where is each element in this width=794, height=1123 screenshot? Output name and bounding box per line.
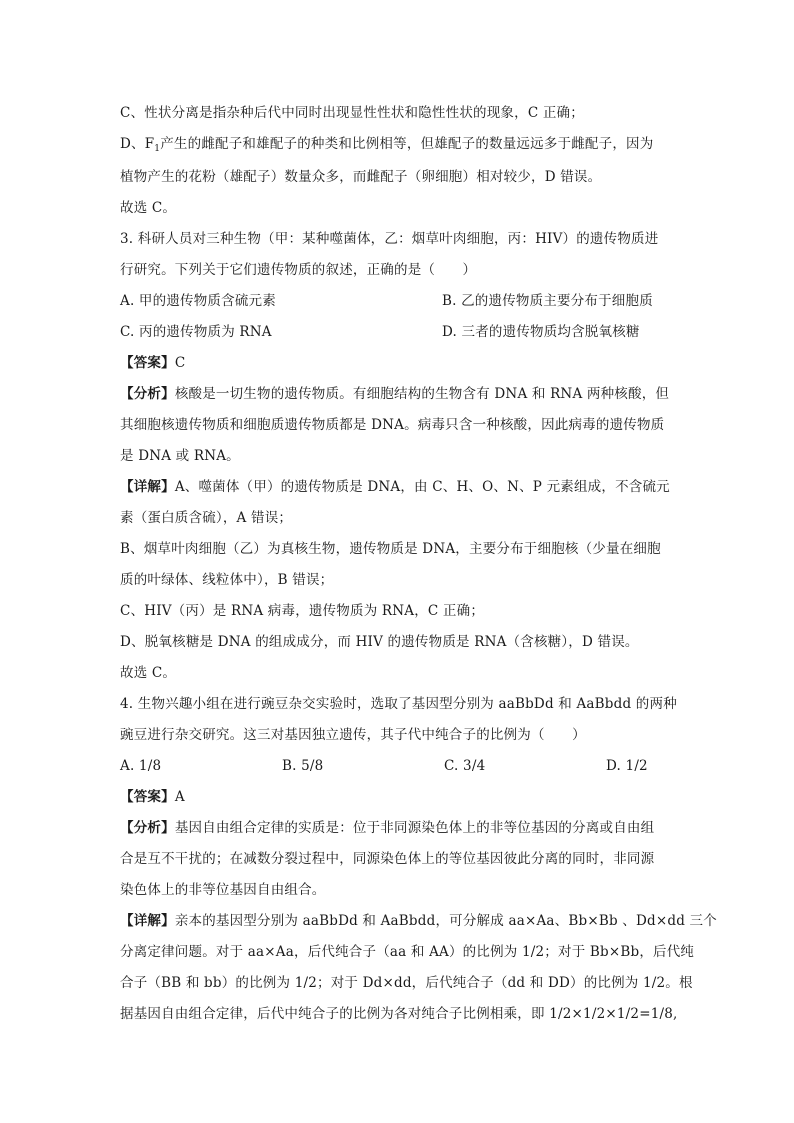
text-line: 其细胞核遗传物质和细胞质遗传物质都是 DNA。病毒只含一种核酸，因此病毒的遗传物质 [120,417,665,433]
text-line: 故选 C。 [120,200,177,216]
option-d: D. 1/2 [606,758,648,774]
text-line: C、性状分离是指杂种后代中同时出现显性性状和隐性性状的现象，C 正确； [120,105,584,121]
text-line [120,129,676,162]
options-row [120,317,676,348]
text-line: 据基因自由组合定律，后代中纯合子的比例为各对纯合子比例相乘，即 1/2×1/2×1/2=1/8, [120,1006,678,1022]
analysis-tag: 【分析】 [120,820,175,836]
text-line: 是 DNA 或 RNA。 [120,448,240,464]
option-c: C. 丙的遗传物质为 RNA [120,324,272,340]
text-line: 质的叶绿体、线粒体中），B 错误； [120,572,334,588]
question-stem: 豌豆进行杂交研究。这三对基因独立遗传，其子代中纯合子的比例为（ ） [120,727,586,743]
options-row [120,751,676,782]
option-b: B. 乙的遗传物质主要分布于细胞质 [442,293,653,309]
text-line: D、脱氧核糖是 DNA 的组成成分，而 HIV 的遗传物质是 RNA（含核糖），D 错误。 [120,634,639,650]
text-span: 基因自由组合定律的实质是：位于非同源染色体上的非等位基因的分离或自由组 [174,820,655,836]
analysis-line [120,379,676,410]
analysis-tag: 【分析】 [120,386,175,402]
text-line: 植物产生的花粉（雄配子）数量众多，而雌配子（卵细胞）相对较少，D 错误。 [120,169,602,185]
text-span: 核酸是一切生物的遗传物质。有细胞结构的生物含有 DNA 和 RNA 两种核酸，但 [174,386,670,402]
question-stem: 行研究。下列关于它们遗传物质的叙述，正确的是（ ） [120,262,477,278]
text-span: 亲本的基因型分别为 aaBbDd 和 AaBbdd，可分解成 aa×Aa、Bb×Bb 、Dd×dd 三个 [174,913,717,929]
question-stem: 4. 生物兴趣小组在进行豌豆杂交实验时，选取了基因型分别为 aaBbDd 和 AaBbdd 的两种 [120,696,677,712]
text-line: 合是互不干扰的；在减数分裂过程中，同源染色体上的等位基因彼此分离的同时，非同源 [120,851,655,867]
detail-tag: 【详解】 [120,479,175,495]
option-a: A. 1/8 [120,758,162,774]
text-span: 产生的雌配子和雄配子的种类和比例相等，但雄配子的数量远远多于雌配子，因为 [160,136,654,152]
answer-line [120,348,676,379]
options-row [120,286,676,317]
answer-tag: 【答案】 [120,355,175,371]
text-line: 故选 C。 [120,665,177,681]
answer-line [120,782,676,813]
detail-line [120,906,717,937]
answer-value: A [174,789,185,805]
text-line: 素（蛋白质含硫），A 错误； [120,510,293,526]
text-line: 合子（BB 和 bb）的比例为 1/2；对于 Dd×dd，后代纯合子（dd 和 DD）的比例为 1/2。根 [120,975,693,991]
option-b: B. 5/8 [282,758,324,774]
text-line: 分离定律问题。对于 aa×Aa，后代纯合子（aa 和 AA）的比例为 1/2；对于 Bb×Bb，后代纯 [120,944,695,960]
detail-tag: 【详解】 [120,913,175,929]
question-stem: 3. 科研人员对三种生物（甲：某种噬菌体，乙：烟草叶肉细胞，丙：HIV）的遗传物质进 [120,231,659,247]
text-line: 染色体上的非等位基因自由组合。 [120,882,326,898]
text-line: C、HIV（丙）是 RNA 病毒，遗传物质为 RNA，C 正确； [120,603,485,619]
answer-value: C [174,355,186,371]
option-a: A. 甲的遗传物质含硫元素 [120,293,276,309]
option-c: C. 3/4 [444,758,486,774]
option-d: D. 三者的遗传物质均含脱氧核糖 [442,324,640,340]
subscript: 1 [154,144,161,154]
text-span: D、F [120,136,155,152]
document-page [120,98,717,1030]
answer-tag: 【答案】 [120,789,175,805]
text-line: B、烟草叶肉细胞（乙）为真核生物，遗传物质是 DNA，主要分布于细胞核（少量在细胞 [120,541,661,557]
analysis-line [120,813,676,844]
text-span: A、噬菌体（甲）的遗传物质是 DNA，由 C、H、O、N、P 元素组成，不含硫元 [174,479,670,495]
detail-line [120,472,676,503]
